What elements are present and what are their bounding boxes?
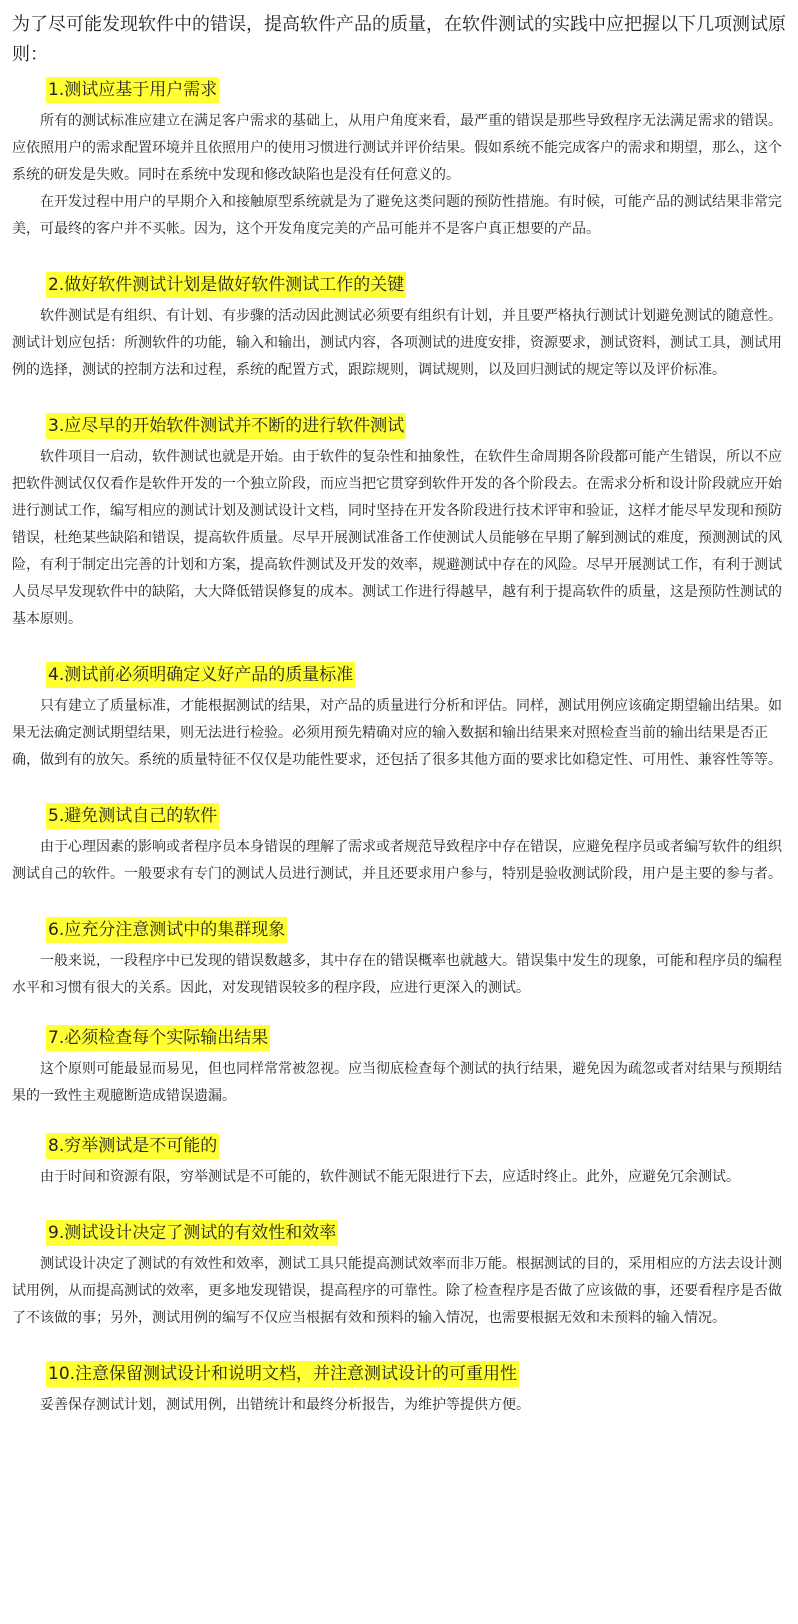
section-paragraph: 由于时间和资源有限，穷举测试是不可能的，软件测试不能无限进行下去，应适时终止。此外，应避免冗余测试。	[40, 1169, 740, 1185]
section-heading: 3.应尽早的开始软件测试并不断的进行软件测试	[46, 413, 406, 439]
section-paragraph: 软件项目一启动，软件测试也就是开始。由于软件的复杂性和抽象性，在软件生命周期各阶段都可能产生错误，所以不应把软件测试仅仅看作是软件开发的一个独立阶段，而应当把它贯穿到软件开发的各个阶段去。在需求分析和设计阶段就应开始进行测试工作，编写相应的测试计划及测试设计文档，同时坚持在开发各阶段进行技术评审和验证，这样才能尽早发现和预防错误，杜绝某些缺陷和错误，提高软件质量。尽早开展测试准备工作使测试人员能够在早期了解到测试的难度，预测测试的风险，有利于制定出完善的计划和方案，提高软件测试及开发的效率，规避测试中存在的风险。尽早开展测试工作，有利于测试人员尽早发现软件中的缺陷，大大降低错误修复的成本。测试工作进行得越早，越有利于提高软件的质量，这是预防性测试的基本原则。	[12, 449, 782, 627]
spacer	[12, 243, 786, 271]
section-heading: 2.做好软件测试计划是做好软件测试工作的关键	[46, 272, 406, 298]
section-paragraph: 在开发过程中用户的早期介入和接触原型系统就是为了避免这类问题的预防性措施。有时候，可能产品的测试结果非常完美，可最终的客户并不买帐。因为，这个开发角度完美的产品可能并不是客户真正想要的产品。	[12, 194, 782, 237]
section-paragraph: 一般来说，一段程序中已发现的错误数越多，其中存在的错误概率也就越大。错误集中发生的现象，可能和程序员的编程水平和习惯有很大的关系。因此，对发现错误较多的程序段，应进行更深入的测试。	[12, 953, 782, 996]
spacer	[12, 1191, 786, 1219]
section-7	[12, 1024, 786, 1110]
section-5	[12, 802, 786, 888]
section-heading: 9.测试设计决定了测试的有效性和效率	[46, 1220, 338, 1246]
section-heading: 8.穷举测试是不可能的	[46, 1133, 219, 1159]
section-paragraph: 由于心理因素的影响或者程序员本身错误的理解了需求或者规范导致程序中存在错误，应避免程序员或者编写软件的组织测试自己的软件。一般要求有专门的测试人员进行测试，并且还要求用户参与，特别是验收测试阶段，用户是主要的参与者。	[12, 839, 782, 882]
section-3	[12, 412, 786, 633]
section-9	[12, 1219, 786, 1332]
section-heading: 6.应充分注意测试中的集群现象	[46, 917, 287, 943]
spacer	[12, 1002, 786, 1024]
section-paragraph: 这个原则可能最显而易见，但也同样常常被忽视。应当彻底检查每个测试的执行结果，避免因为疏忽或者对结果与预期结果的一致性主观臆断造成错误遗漏。	[12, 1061, 782, 1104]
intro-text: 为了尽可能发现软件中的错误，提高软件产品的质量，在软件测试的实践中应把握以下几项测试原则：	[12, 14, 786, 65]
section-4	[12, 661, 786, 774]
section-paragraph: 妥善保存测试计划，测试用例，出错统计和最终分析报告，为维护等提供方便。	[40, 1397, 530, 1413]
spacer	[12, 774, 786, 802]
section-paragraph: 测试设计决定了测试的有效性和效率，测试工具只能提高测试效率而非万能。根据测试的目的，采用相应的方法去设计测试用例，从而提高测试的效率，更多地发现错误，提高程序的可靠性。除了检查程序是否做了应该做的事，还要看程序是否做了不该做的事；另外，测试用例的编写不仅应当根据有效和预料的输入情况，也需要根据无效和未预料的输入情况。	[12, 1256, 782, 1326]
section-paragraph: 软件测试是有组织、有计划、有步骤的活动因此测试必须要有组织有计划，并且要严格执行测试计划避免测试的随意性。测试计划应包括：所测软件的功能，输入和输出，测试内容，各项测试的进度安排，资源要求，测试资料，测试工具，测试用例的选择，测试的控制方法和过程，系统的配置方式，跟踪规则，调试规则，以及回归测试的规定等以及评价标准。	[12, 308, 782, 378]
section-heading: 7.必须检查每个实际输出结果	[46, 1025, 270, 1051]
section-paragraph: 所有的测试标准应建立在满足客户需求的基础上，从用户角度来看，最严重的错误是那些导致程序无法满足需求的错误。应依照用户的需求配置环境并且依照用户的使用习惯进行测试并评价结果。假如系统不能完成客户的需求和期望，那么，这个系统的研发是失败。同时在系统中发现和修改缺陷也是没有任何意义的。	[12, 113, 782, 183]
section-heading: 4.测试前必须明确定义好产品的质量标准	[46, 662, 355, 688]
spacer	[12, 888, 786, 916]
section-heading: 1.测试应基于用户需求	[46, 77, 219, 103]
spacer	[12, 633, 786, 661]
spacer	[12, 1332, 786, 1360]
spacer	[12, 1110, 786, 1132]
spacer	[12, 384, 786, 412]
section-8	[12, 1132, 786, 1191]
section-paragraph: 只有建立了质量标准，才能根据测试的结果，对产品的质量进行分析和评估。同样，测试用例应该确定期望输出结果。如果无法确定测试期望结果，则无法进行检验。必须用预先精确对应的输入数据和输出结果来对照检查当前的输出结果是否正确，做到有的放矢。系统的质量特征不仅仅是功能性要求，还包括了很多其他方面的要求比如稳定性、可用性、兼容性等等。	[12, 698, 782, 768]
section-10	[12, 1360, 786, 1419]
section-1	[12, 76, 786, 243]
section-2	[12, 271, 786, 384]
section-heading: 10.注意保留测试设计和说明文档，并注意测试设计的可重用性	[46, 1361, 519, 1387]
section-6	[12, 916, 786, 1002]
section-heading: 5.避免测试自己的软件	[46, 803, 219, 829]
